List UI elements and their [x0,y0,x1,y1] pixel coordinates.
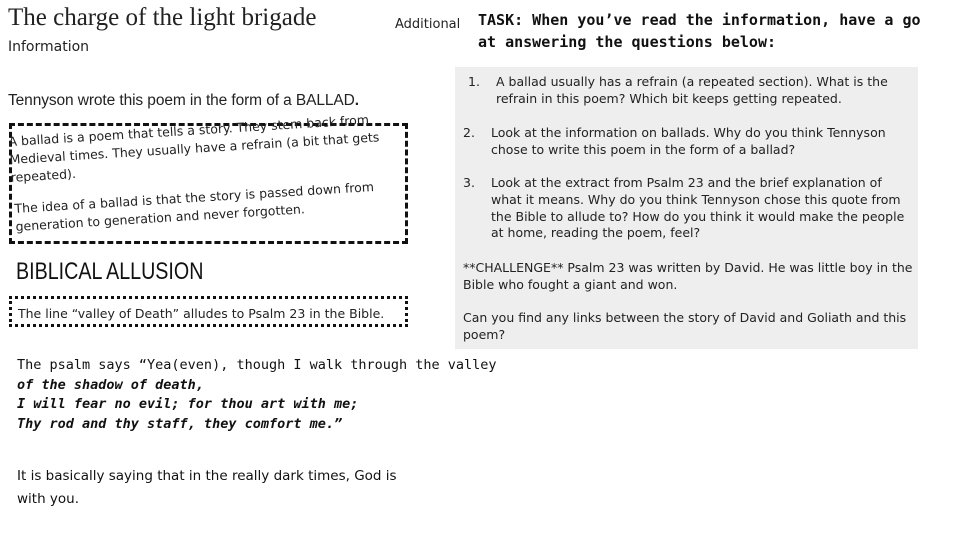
question-text: Look at the information on ballads. Why do you think Tennyson chose to write this poem in the form of a ballad? [491,125,886,157]
question-text: Look at the extract from Psalm 23 and the brief explanation of what it means. Why do you think Tennyson chose this quote from the Bible to allude to? How do you think it would make the people at home, reading the poem, feel? [491,175,905,241]
additional-label: Additional [395,17,461,32]
psalm-line-2: of the shadow of death, [17,376,204,393]
psalm-meaning: It is basically saying that in the really dark times, God is with you. [17,468,397,507]
ballad-heading [8,92,359,110]
task-heading: TASK: When you’ve read the information, have a go at answering the questions below: [478,11,921,51]
ballad-heading-end: . [354,92,359,109]
ballad-idea: The idea of a ballad is that the story is passed down from generation to generation and never forgotten. [14,179,375,234]
question-text: A ballad usually has a refrain (a repeated section). What is the refrain in this poem? Which bit keeps getting repeated. [496,74,888,106]
challenge-text: **CHALLENGE** Psalm 23 was written by David. He was little boy in the Bible who fought a giant and won. [463,260,913,292]
question-number: 1. [468,74,480,89]
allusion-line: The line “valley of Death” alludes to Psalm 23 in the Bible. [18,306,385,321]
psalm-line-3: I will fear no evil; for thou art with me; [17,396,359,412]
page-title: The charge of the light brigade [8,4,317,31]
questions-panel [455,67,918,349]
biblical-allusion-heading: BIBLICAL ALLUSION [16,258,204,285]
question-number: 2. [463,125,475,140]
question-number: 3. [463,175,475,190]
allusion-box [9,296,408,327]
psalm-quote [17,356,497,434]
psalm-line-4: Thy rod and thy staff, they comfort me.” [17,415,343,432]
information-label: Information [8,39,90,55]
challenge-question: Can you find any links between the story of David and Goliath and this poem? [463,310,907,342]
ballad-description: A ballad is a poem that tells a story. They stem back from Medieval times. They usually have a refrain (a bit that gets repeated). [8,111,380,185]
ballad-heading-text: Tennyson wrote this poem in the form of a BALLAD [8,92,355,109]
psalm-line-1: The psalm says “Yea(even), though I walk through the valley [17,357,497,373]
